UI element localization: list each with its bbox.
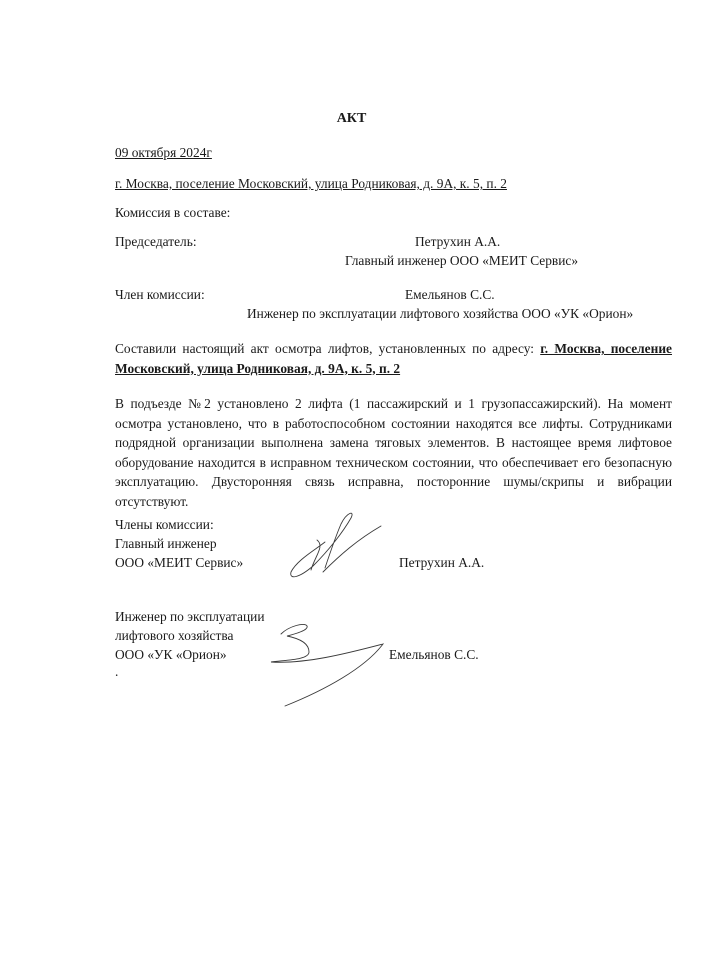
member-role-label: Член комиссии: (115, 287, 205, 302)
chairman-role-label: Председатель: (115, 234, 197, 249)
intro-paragraph (115, 339, 672, 378)
intro-text: Составили настоящий акт осмотра лифтов, установленных по адресу: (115, 341, 541, 356)
member-position: Инженер по эксплуатации лифтового хозяйства ООО «УК «Орион» (247, 306, 634, 321)
commission-label: Комиссия в составе: (115, 205, 231, 220)
sig2-position-line1: Инженер по эксплуатации (115, 609, 265, 624)
chairman-name: Петрухин А.А. (415, 234, 501, 249)
trailing-mark: . (115, 664, 119, 679)
member-name: Емельянов С.С. (405, 287, 495, 302)
sig2-name: Емельянов С.С. (389, 647, 479, 662)
document-date: 09 октября 2024г (115, 145, 212, 160)
sig1-position-line1: Главный инженер (115, 536, 217, 551)
sig1-position-line2: ООО «МЕИТ Сервис» (115, 555, 244, 570)
sig1-name: Петрухин А.А. (399, 555, 485, 570)
body-paragraph: В подъезде №2 установлено 2 лифта (1 пассажирский и 1 грузопассажирский). На момент осмотра установлено, что в работоспособном состоянии находятся все лифты. Сотрудниками подрядной организации выполнена замена тяговых элементов. В настоящее время лифтовое оборудование находится в исправном техническом состоянии, что обеспечивает его безопасную эксплуатацию. Двусторонняя связь исправна, посторонние шумы/скрипы и вибрации отсутствуют. (115, 396, 672, 509)
sig2-position-line2: лифтового хозяйства (115, 628, 234, 643)
intro-address: г. Москва, поселение Московский, улица Родниковая, д. 9А, к. 5, п. 2 (115, 341, 672, 376)
chairman-position: Главный инженер ООО «МЕИТ Сервис» (345, 253, 579, 268)
sig2-position-line3: ООО «УК «Орион» (115, 647, 227, 662)
signature-petrukhin (285, 510, 385, 580)
document-address: г. Москва, поселение Московский, улица Родниковая, д. 9А, к. 5, п. 2 (115, 176, 507, 191)
signature-emelyanov (265, 620, 390, 715)
document-title: АКТ (336, 111, 367, 126)
members-label: Члены комиссии: (115, 517, 214, 532)
